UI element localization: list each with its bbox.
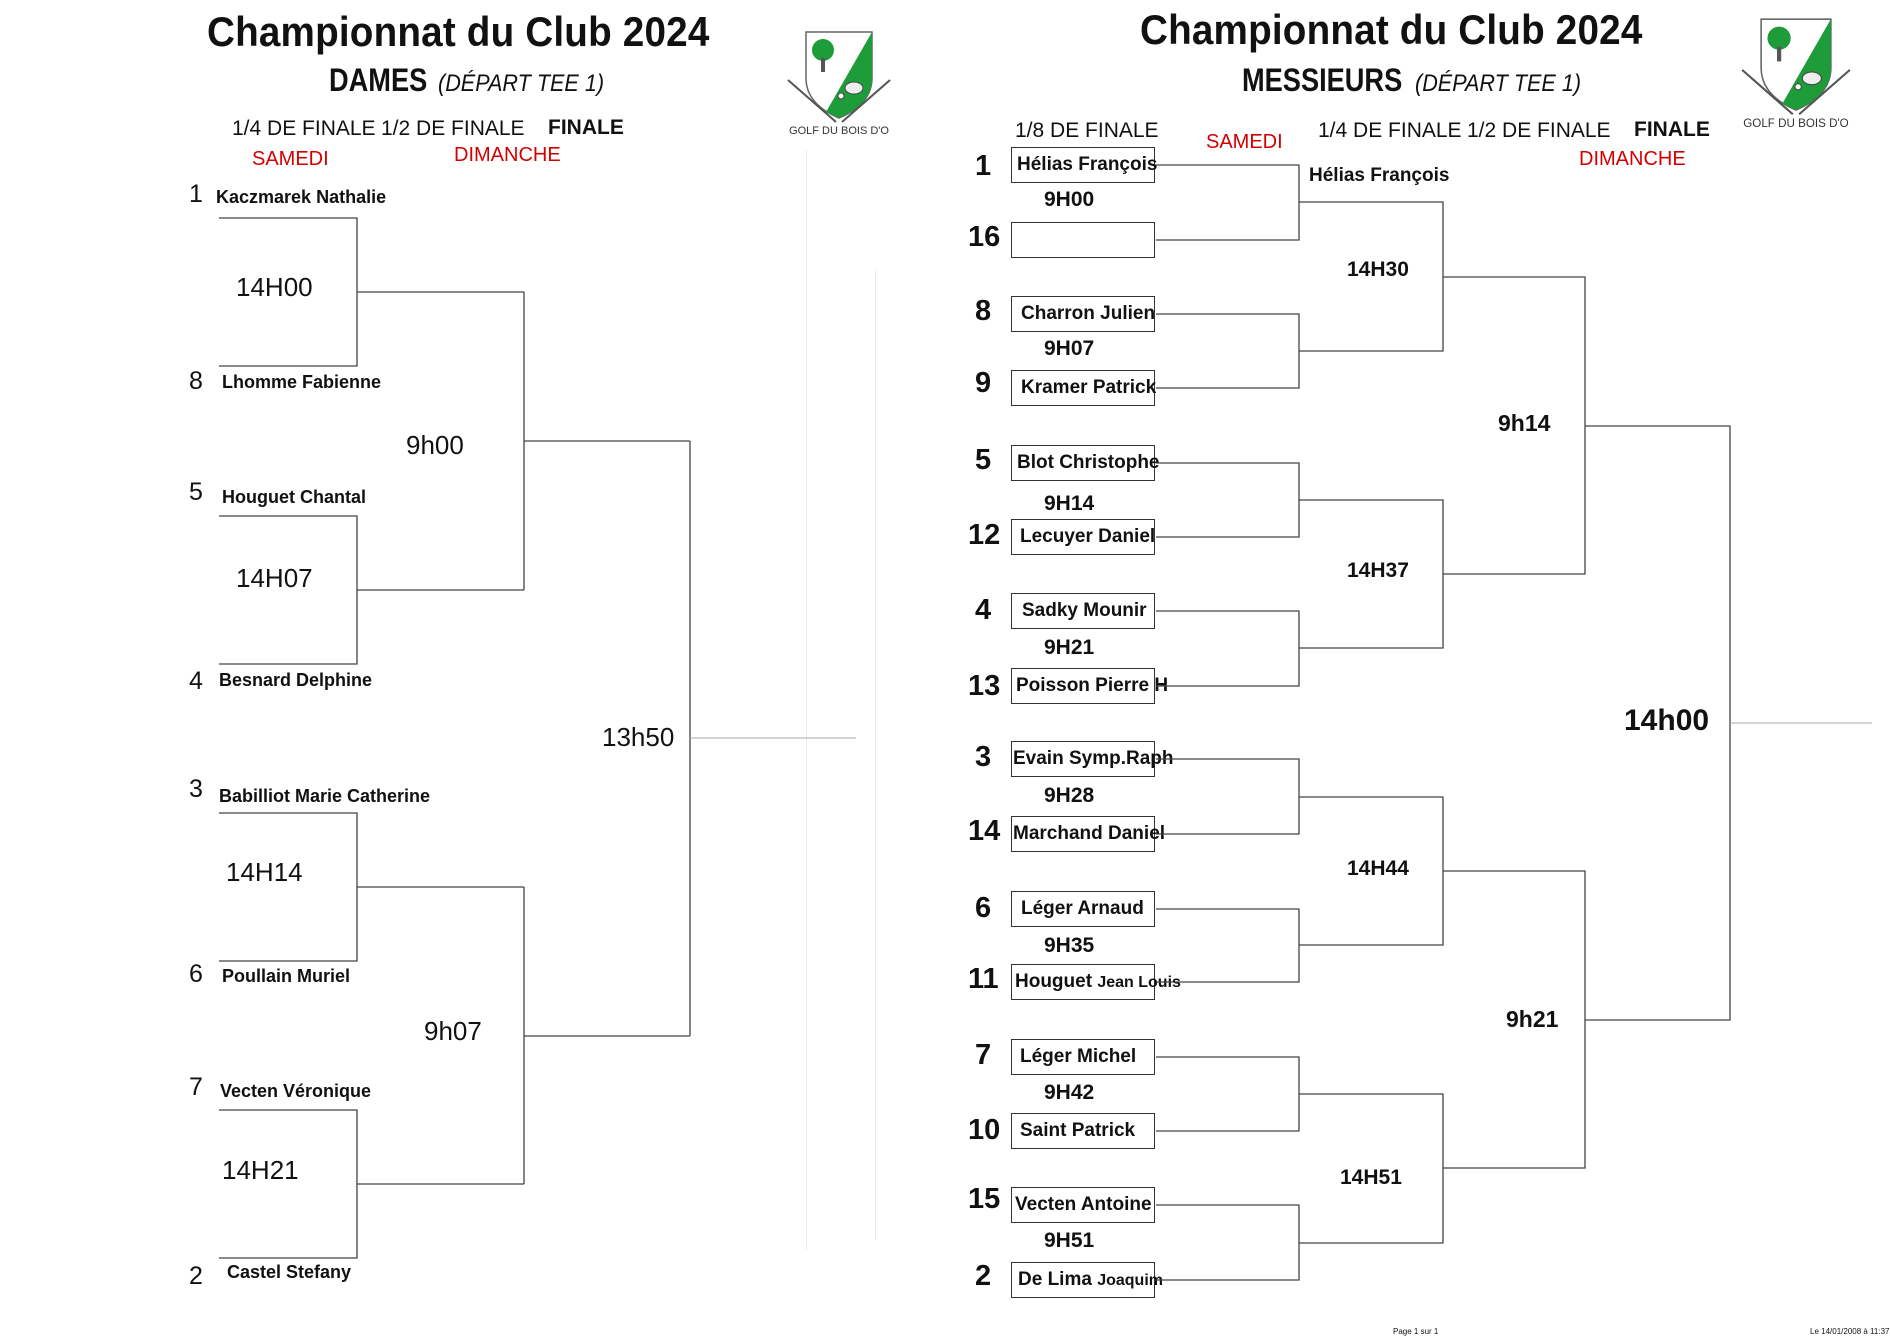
dames-seed: 1	[189, 180, 203, 208]
dames-player-name: Castel Stefany	[227, 1262, 352, 1282]
messieurs-player-name: Léger Arnaud	[1021, 898, 1144, 919]
dames-tee: (DÉPART TEE 1)	[438, 70, 605, 97]
messieurs-eighth-time: 9H14	[1044, 492, 1095, 515]
dames-round-quarter: 1/4 DE FINALE	[232, 117, 376, 140]
messieurs-seed: 2	[975, 1260, 992, 1292]
messieurs-eighth-time: 9H07	[1044, 337, 1095, 360]
messieurs-semi-time: 9h21	[1506, 1006, 1559, 1032]
messieurs-player-name: Evain Symp.Raph	[1013, 748, 1174, 769]
dames-seed: 8	[189, 367, 203, 395]
logo-text: GOLF DU BOIS D'O	[1743, 116, 1849, 130]
dames-seed: 4	[189, 667, 203, 695]
dames-quarter-time: 14H00	[236, 272, 313, 302]
messieurs-player-name: Poisson Pierre H	[1016, 675, 1169, 696]
dames-semi-time: 9h07	[424, 1016, 482, 1046]
messieurs-round-quarter: 1/4 DE FINALE	[1318, 119, 1462, 142]
messieurs-eighth-time: 9H35	[1044, 934, 1095, 957]
messieurs-seed: 5	[975, 444, 992, 476]
messieurs-seed: 15	[968, 1183, 1001, 1215]
messieurs-eighth-time: 9H21	[1044, 636, 1095, 659]
messieurs-player-name: Lecuyer Daniel	[1020, 526, 1156, 547]
messieurs-tee: (DÉPART TEE 1)	[1415, 70, 1582, 97]
dames-player-name: Babilliot Marie Catherine	[219, 786, 431, 806]
dames-seed: 2	[189, 1262, 203, 1290]
dames-day-dimanche: DIMANCHE	[454, 144, 561, 166]
messieurs-eighth-time: 9H28	[1044, 784, 1095, 807]
messieurs-player-name: Charron Julien	[1021, 303, 1156, 324]
dames-seed: 5	[189, 478, 203, 506]
messieurs-day-samedi: SAMEDI	[1206, 131, 1283, 153]
messieurs-player-name: Houguet	[1015, 971, 1093, 992]
dames-player-name: Kaczmarek Nathalie	[216, 187, 387, 207]
dames-player-name: Houguet Chantal	[222, 487, 366, 507]
messieurs-seed: 6	[975, 892, 992, 924]
messieurs-seed: 16	[968, 221, 1001, 253]
dames-category: DAMES	[329, 62, 428, 98]
messieurs-player-name: Hélias François	[1017, 154, 1158, 175]
messieurs-seed: 3	[975, 741, 992, 773]
dames-quarter-time: 14H21	[222, 1155, 299, 1185]
messieurs-seed: 14	[968, 815, 1001, 847]
messieurs-semi-time: 9h14	[1498, 410, 1551, 436]
messieurs-title: Championnat du Club 2024	[1140, 6, 1643, 53]
messieurs-eighth-time: 9H51	[1044, 1229, 1095, 1252]
messieurs-seed: 10	[968, 1114, 1001, 1146]
messieurs-player-name: De Lima	[1018, 1269, 1092, 1290]
logo-text: GOLF DU BOIS D'O	[789, 125, 889, 137]
messieurs-seed: 9	[975, 367, 992, 399]
quarter-winner-name: Hélias François	[1309, 165, 1450, 186]
messieurs-seed: 1	[975, 150, 992, 182]
dames-seed: 7	[189, 1073, 203, 1101]
messieurs-category: MESSIEURS	[1242, 62, 1403, 98]
messieurs-seed: 11	[968, 963, 999, 995]
dames-round-final: FINALE	[548, 116, 624, 139]
messieurs-quarter-time: 14H37	[1347, 559, 1409, 582]
dames-final-time: 13h50	[602, 722, 675, 752]
dames-semi-time: 9h00	[406, 430, 464, 460]
messieurs-round-final: FINALE	[1634, 118, 1710, 141]
messieurs-quarter-time: 14H44	[1347, 857, 1409, 880]
dames-round-semi: 1/2 DE FINALE	[381, 117, 525, 140]
messieurs-player-name: Saint Patrick	[1020, 1120, 1136, 1141]
messieurs-final-time: 14h00	[1624, 704, 1710, 737]
messieurs-round-semi: 1/2 DE FINALE	[1467, 119, 1611, 142]
dames-quarter-time: 14H14	[226, 857, 303, 887]
messieurs-player-name: Blot Christophe	[1017, 452, 1160, 473]
messieurs-player-name: Vecten Antoine	[1015, 1194, 1152, 1215]
messieurs-round-eighth: 1/8 DE FINALE	[1015, 119, 1159, 142]
dames-player-name: Vecten Véronique	[220, 1081, 372, 1101]
dames-player-name: Besnard Delphine	[219, 670, 373, 690]
messieurs-player-firstname: Jean Louis	[1097, 974, 1181, 991]
dames-title: Championnat du Club 2024	[207, 8, 710, 55]
messieurs-day-dimanche: DIMANCHE	[1579, 148, 1686, 170]
messieurs-seed: 4	[975, 594, 992, 626]
dames-quarter-time: 14H07	[236, 563, 313, 593]
messieurs-player-name: Marchand Daniel	[1013, 823, 1166, 844]
messieurs-quarter-time: 14H51	[1340, 1166, 1402, 1189]
dames-seed: 6	[189, 960, 203, 988]
messieurs-quarter-time: 14H30	[1347, 258, 1409, 281]
messieurs-player-firstname: Joaquim	[1097, 1272, 1163, 1289]
messieurs-seed: 12	[968, 519, 1001, 551]
messieurs-eighth-time: 9H42	[1044, 1081, 1095, 1104]
dames-day-samedi: SAMEDI	[252, 148, 329, 170]
dames-seed: 3	[189, 775, 203, 803]
messieurs-seed: 7	[975, 1039, 992, 1071]
footer-printed: Le 14/01/2008 à 11:37	[1810, 1327, 1890, 1336]
messieurs-eighth-time: 9H00	[1044, 188, 1095, 211]
messieurs-player-name: Sadky Mounir	[1022, 600, 1147, 621]
messieurs-seed: 8	[975, 295, 992, 327]
messieurs-player-name: Kramer Patrick	[1021, 377, 1157, 398]
dames-player-name: Lhomme Fabienne	[222, 372, 382, 392]
messieurs-seed: 13	[968, 670, 1001, 702]
dames-player-name: Poullain Muriel	[222, 966, 351, 986]
footer-page: Page 1 sur 1	[1393, 1327, 1439, 1336]
messieurs-player-name: Léger Michel	[1020, 1046, 1137, 1067]
